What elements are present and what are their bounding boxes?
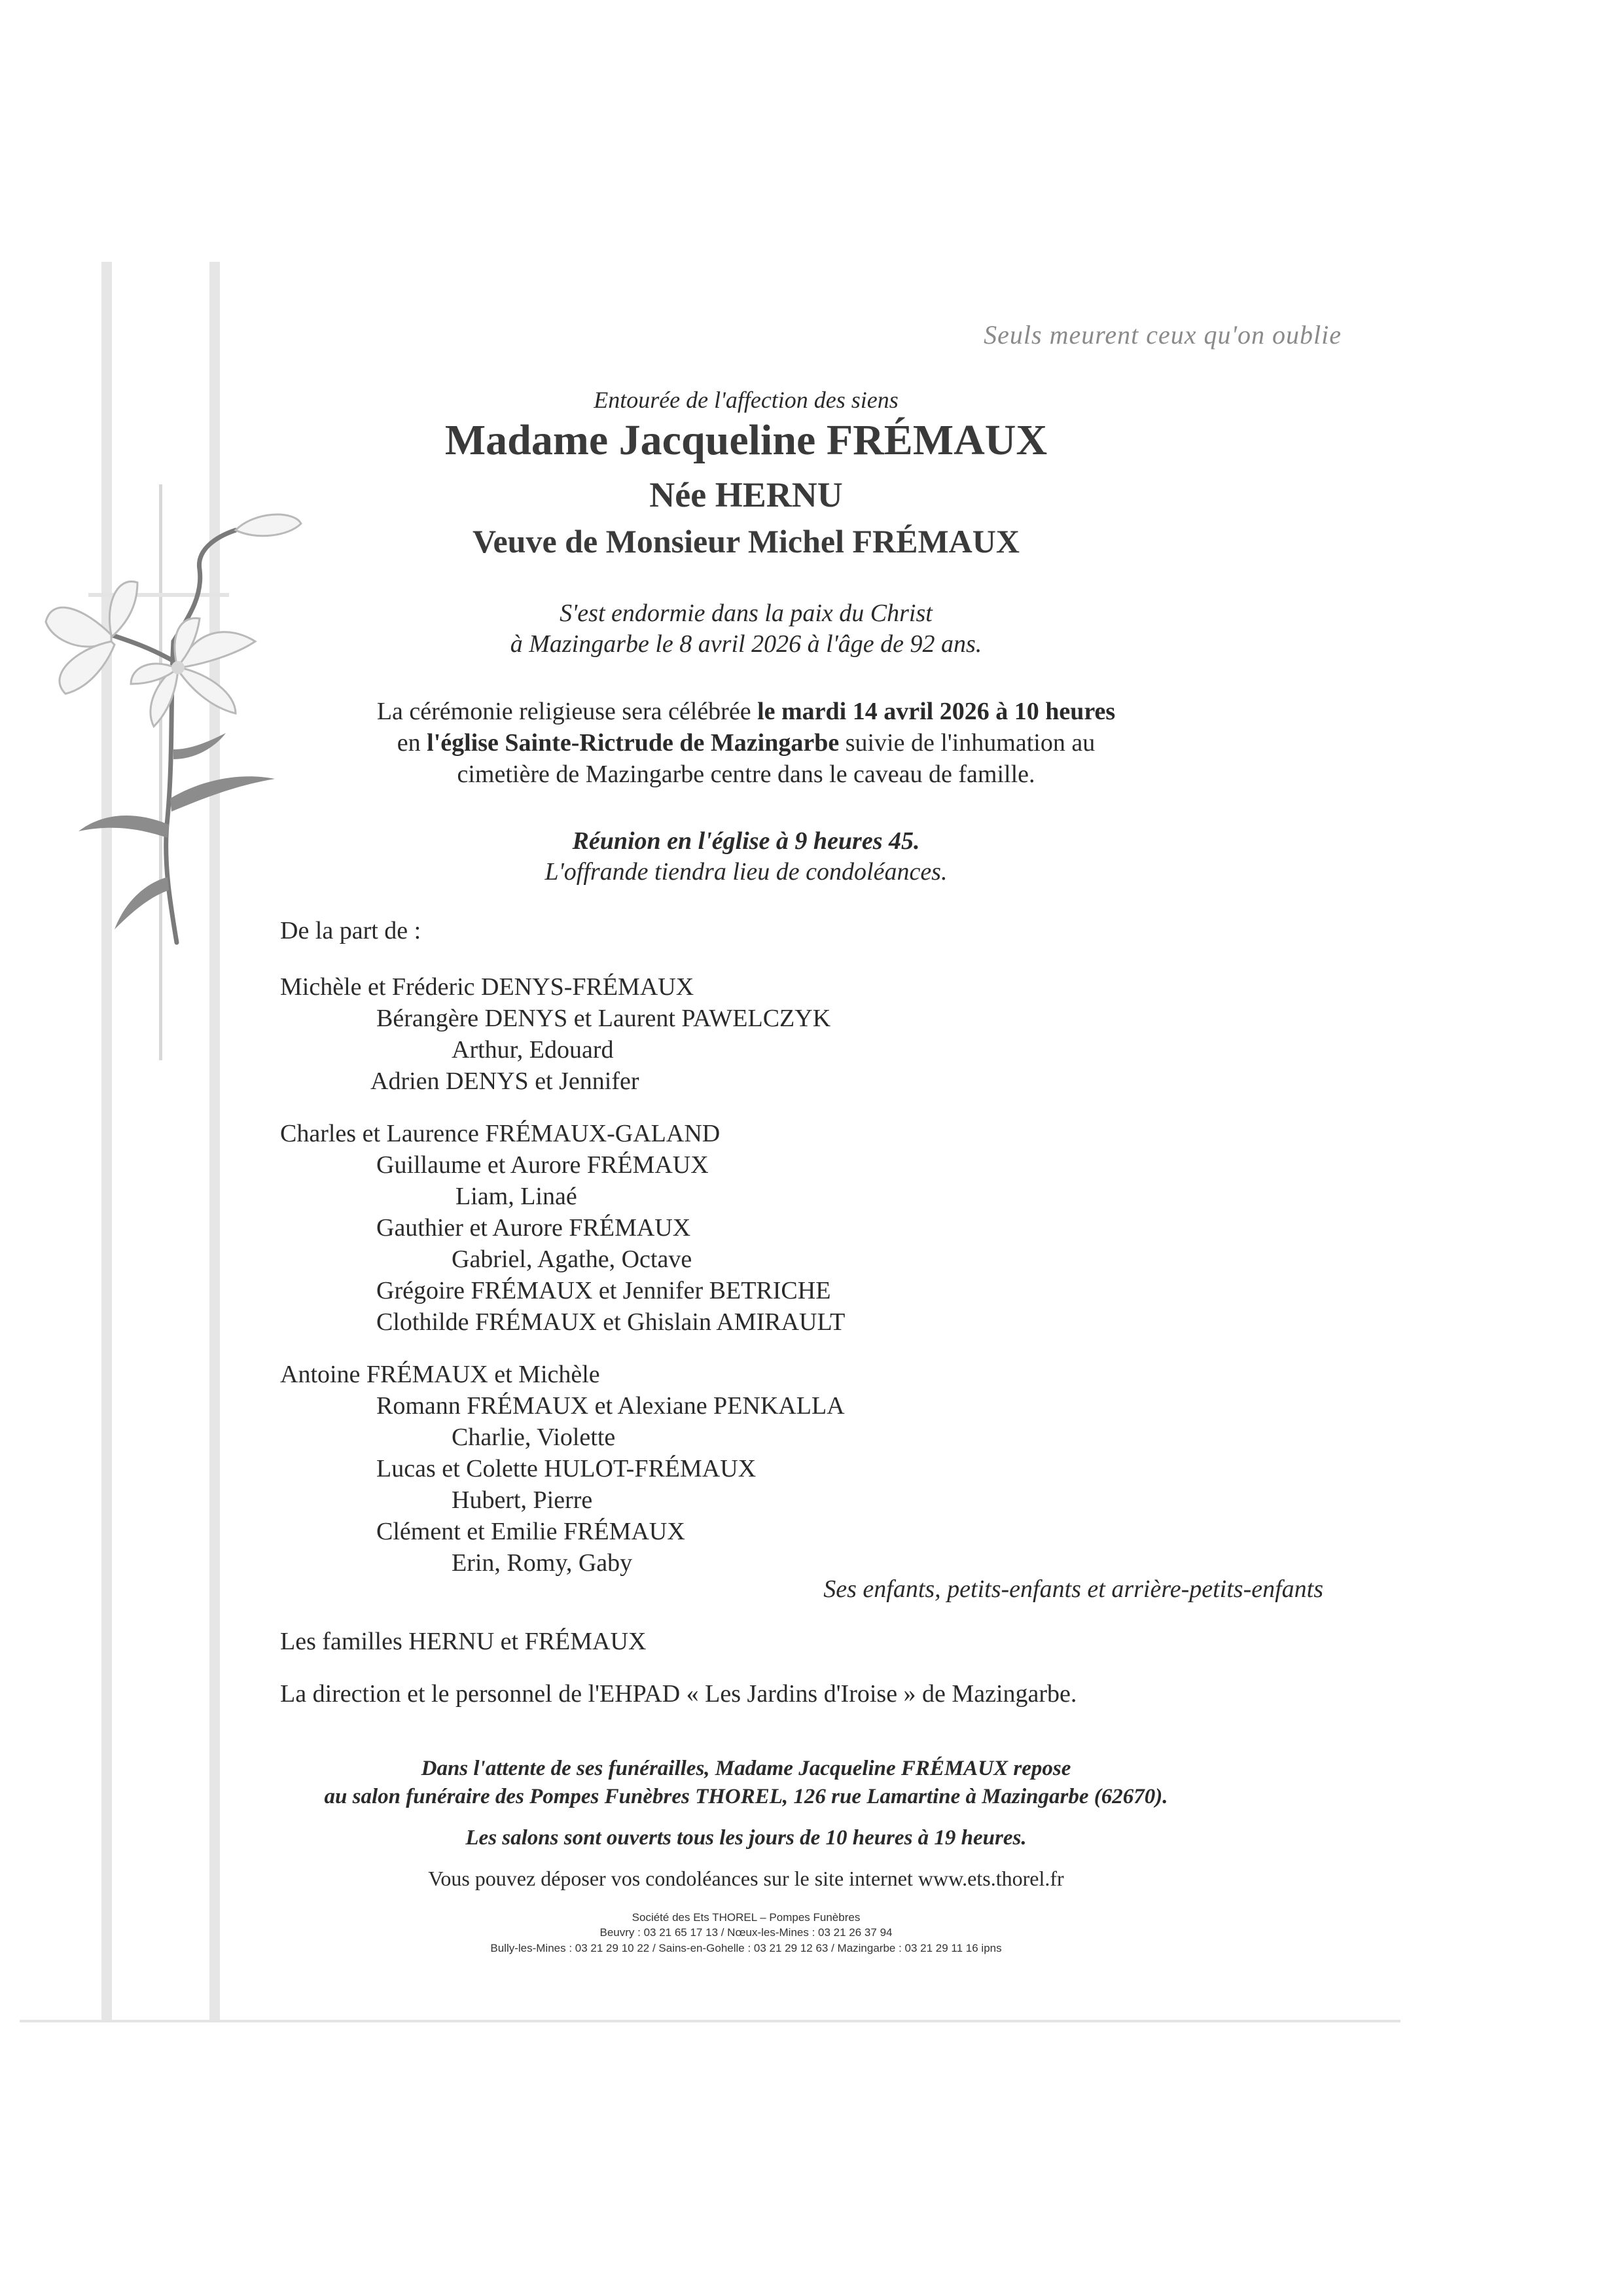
ceremony-text: La cérémonie religieuse sera célébrée xyxy=(376,698,758,725)
meeting-line: Réunion en l'église à 9 heures 45. xyxy=(572,827,920,855)
funeral-hours: Les salons sont ouverts tous les jours de 10 heures à 19 heures. xyxy=(465,1826,1027,1850)
ehpad-line: La direction et le personnel de l'EHPAD « Les Jardins d'Iroise » de Mazingarbe. xyxy=(280,1680,1077,1708)
ceremony-text: en xyxy=(397,729,427,757)
ceremony-date: le mardi 14 avril 2026 à 10 heures xyxy=(757,698,1116,725)
family-line: Erin, Romy, Gaby xyxy=(452,1549,633,1577)
funeral-line-2: au salon funéraire des Pompes Funèbres THOREL, 126 rue Lamartine à Mazingarbe (62670). xyxy=(324,1785,1168,1808)
family-line: Guillaume et Aurore FRÉMAUX xyxy=(376,1151,709,1179)
widow-line: Veuve de Monsieur Michel FRÉMAUX xyxy=(472,523,1020,560)
deceased-name: Madame Jacqueline FRÉMAUX xyxy=(444,416,1048,464)
footer-company: Société des Ets THOREL – Pompes Funèbres xyxy=(632,1911,861,1924)
maiden-name: Née HERNU xyxy=(649,475,843,514)
death-line-1: S'est endormie dans la paix du Christ xyxy=(560,600,933,627)
motto: Seuls meurent ceux qu'on oublie xyxy=(984,320,1342,350)
family-line: Lucas et Colette HULOT-FRÉMAUX xyxy=(376,1455,757,1482)
ceremony-text: suivie de l'inhumation au xyxy=(839,729,1096,757)
from-label: De la part de : xyxy=(280,917,421,944)
family-line: Gabriel, Agathe, Octave xyxy=(452,1246,692,1273)
church-name: l'église Sainte-Rictrude de Mazingarbe xyxy=(427,729,840,757)
family-line: Liam, Linaé xyxy=(455,1183,577,1210)
families-line: Les familles HERNU et FRÉMAUX xyxy=(280,1628,647,1655)
family-line: Gauthier et Aurore FRÉMAUX xyxy=(376,1214,691,1242)
family-line: Charles et Laurence FRÉMAUX-GALAND xyxy=(280,1120,721,1147)
family-line: Grégoire FRÉMAUX et Jennifer BETRICHE xyxy=(376,1277,831,1304)
death-line-2: à Mazingarbe le 8 avril 2026 à l'âge de 92 ans. xyxy=(510,630,982,658)
family-line: Clément et Emilie FRÉMAUX xyxy=(376,1518,685,1545)
funeral-line-1: Dans l'attente de ses funérailles, Madame Jacqueline FRÉMAUX repose xyxy=(421,1757,1071,1780)
family-line: Bérangère DENYS et Laurent PAWELCZYK xyxy=(376,1005,831,1032)
footer-phones-2: Bully-les-Mines : 03 21 29 10 22 / Sains-en-Gohelle : 03 21 29 12 63 / Mazingarbe : 03 21 29 11 16 ipns xyxy=(490,1942,1002,1954)
family-line: Arthur, Edouard xyxy=(452,1036,614,1064)
family-line: Romann FRÉMAUX et Alexiane PENKALLA xyxy=(376,1392,845,1420)
offering-line: L'offrande tiendra lieu de condoléances. xyxy=(544,858,948,886)
ceremony-line-2 xyxy=(0,728,1492,757)
family-line: Hubert, Pierre xyxy=(452,1486,593,1514)
family-line: Antoine FRÉMAUX et Michèle xyxy=(280,1361,600,1388)
intro-line: Entourée de l'affection des siens xyxy=(594,387,899,413)
family-line: Clothilde FRÉMAUX et Ghislain AMIRAULT xyxy=(376,1308,846,1336)
family-line: Adrien DENYS et Jennifer xyxy=(370,1067,639,1095)
condolences-website: Vous pouvez déposer vos condoléances sur le site internet www.ets.thorel.fr xyxy=(428,1867,1064,1890)
children-caption: Ses enfants, petits-enfants et arrière-petits-enfants xyxy=(823,1575,1323,1603)
family-line: Michèle et Fréderic DENYS-FRÉMAUX xyxy=(280,973,694,1001)
footer-phones-1: Beuvry : 03 21 65 17 13 / Nœux-les-Mines : 03 21 26 37 94 xyxy=(599,1926,893,1939)
family-line: Charlie, Violette xyxy=(452,1424,616,1451)
ceremony-line-3: cimetière de Mazingarbe centre dans le caveau de famille. xyxy=(457,761,1035,788)
bottom-rule xyxy=(20,2020,1400,2022)
ceremony-line-1 xyxy=(0,697,1492,726)
